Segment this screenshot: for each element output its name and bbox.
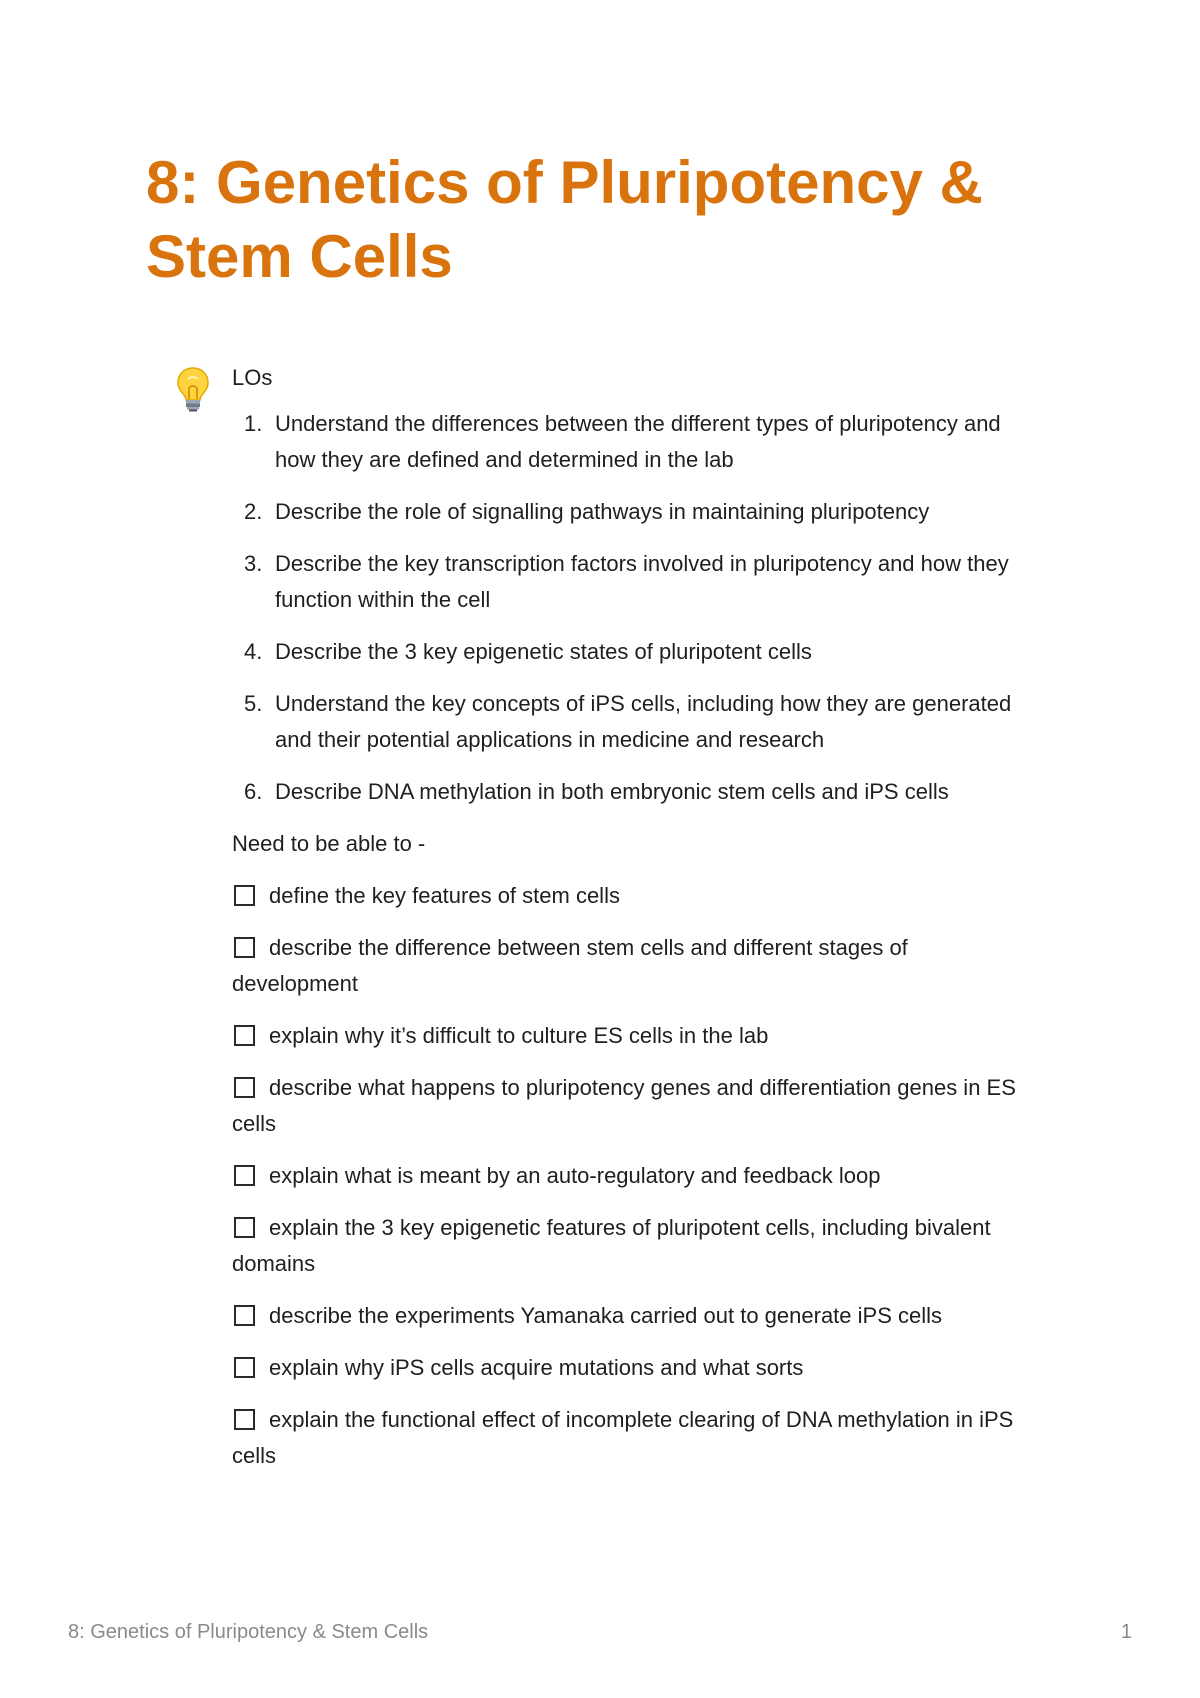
checklist-item-text: explain the functional effect of incomplete clearing of DNA methylation in iPS cells (232, 1407, 1014, 1468)
list-item (232, 774, 1032, 810)
checklist-item (232, 1298, 1032, 1334)
checklist-item-text: define the key features of stem cells (269, 883, 620, 908)
checkbox[interactable] (234, 1409, 255, 1430)
list-item (232, 634, 1032, 670)
list-item-text: Describe the role of signalling pathways in maintaining pluripotency (275, 499, 930, 524)
list-number: 1. (244, 411, 263, 436)
list-item-text: Describe the 3 key epigenetic states of pluripotent cells (275, 639, 812, 664)
callout-body (232, 362, 1032, 1490)
list-item (232, 686, 1032, 758)
checklist-item-text: explain the 3 key epigenetic features of pluripotent cells, including bivalent domains (232, 1215, 991, 1276)
checklist-item (232, 1350, 1032, 1386)
checkbox[interactable] (234, 1077, 255, 1098)
list-item-text: Describe the key transcription factors involved in pluripotency and how they function within the cell (275, 551, 1009, 612)
list-item (232, 494, 1032, 530)
checklist-item (232, 1070, 1032, 1142)
checkbox[interactable] (234, 1357, 255, 1378)
checklist-item (232, 1402, 1032, 1474)
list-item-text: Understand the key concepts of iPS cells, including how they are generated and their potential applications in medicine and research (275, 691, 1012, 752)
list-number: 4. (244, 639, 263, 664)
checklist-item-text: describe the difference between stem cells and different stages of development (232, 935, 908, 996)
list-number: 6. (244, 779, 263, 804)
checklist-item (232, 878, 1032, 914)
callout-heading: LOs (232, 365, 273, 390)
page-number: 1 (1120, 1621, 1132, 1643)
checklist-item-text: describe what happens to pluripotency genes and differentiation genes in ES cells (232, 1075, 1016, 1136)
list-item (232, 546, 1032, 618)
list-number: 2. (244, 499, 263, 524)
checkbox[interactable] (234, 1217, 255, 1238)
checklist-item-text: explain why it’s difficult to culture ES cells in the lab (269, 1023, 769, 1048)
checklist (232, 878, 1032, 1474)
checkbox[interactable] (234, 937, 255, 958)
list-item-text: Understand the differences between the different types of pluripotency and how they are defined and determined in the lab (275, 411, 1001, 472)
checklist-item-text: explain what is meant by an auto-regulatory and feedback loop (269, 1163, 881, 1188)
list-number: 3. (244, 551, 263, 576)
checklist-item-text: describe the experiments Yamanaka carried out to generate iPS cells (269, 1303, 942, 1328)
checklist-item (232, 1018, 1032, 1054)
list-number: 5. (244, 691, 263, 716)
checkbox[interactable] (234, 1165, 255, 1186)
learning-objectives-list (232, 406, 1032, 810)
list-item (232, 406, 1032, 478)
checkbox[interactable] (234, 1305, 255, 1326)
checkbox[interactable] (234, 1025, 255, 1046)
checklist-item (232, 1210, 1032, 1282)
page-title: 8: Genetics of Pluripotency & Stem Cells (146, 149, 983, 290)
checkbox[interactable] (234, 885, 255, 906)
lightbulb-icon (176, 366, 210, 412)
list-item-text: Describe DNA methylation in both embryonic stem cells and iPS cells (275, 779, 949, 804)
checklist-item-text: explain why iPS cells acquire mutations and what sorts (269, 1355, 804, 1380)
footer-title: 8: Genetics of Pluripotency & Stem Cells (68, 1621, 429, 1643)
need-to-be-able-heading: Need to be able to - (232, 831, 426, 856)
checklist-item (232, 930, 1032, 1002)
checklist-item (232, 1158, 1032, 1194)
